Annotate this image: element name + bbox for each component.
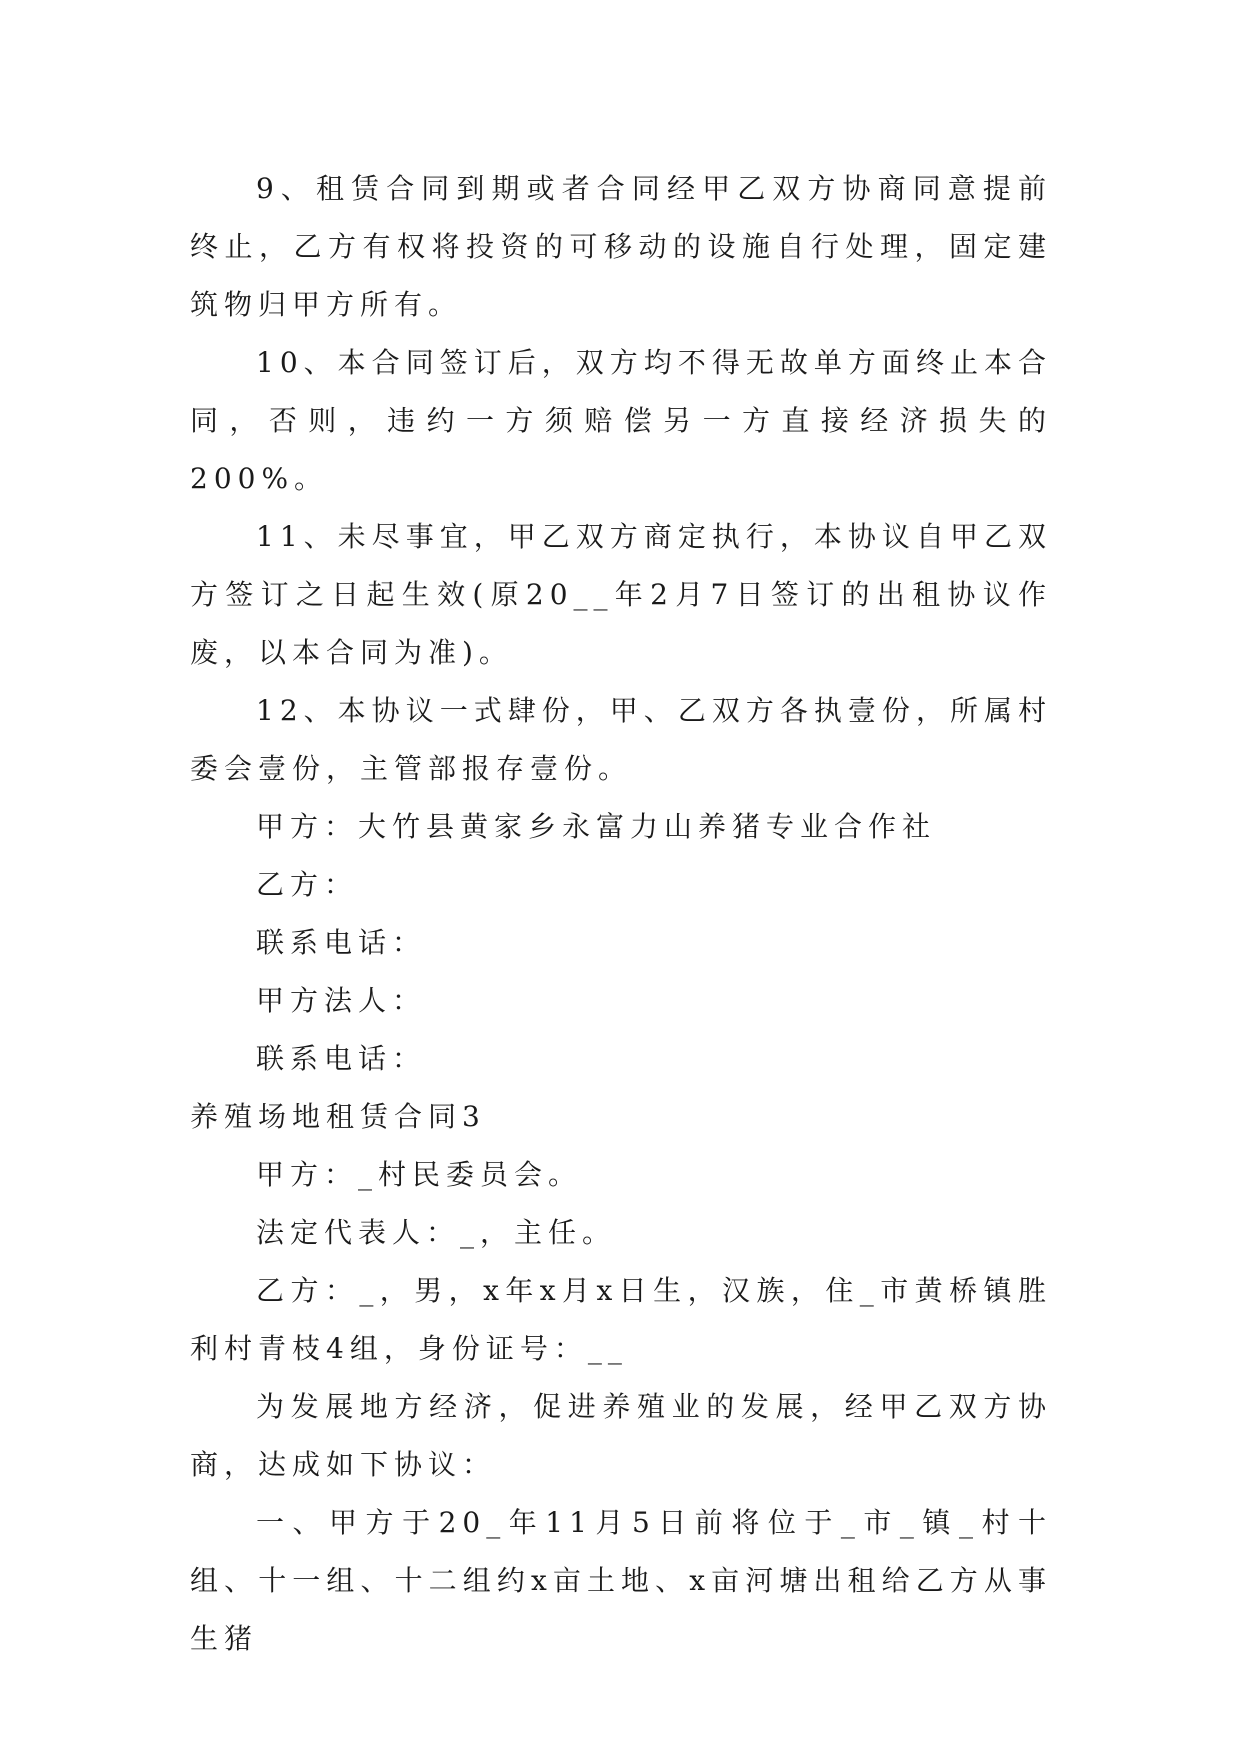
document-body — [190, 160, 1052, 1668]
contact-phone-line: 联系电话： — [256, 926, 427, 959]
party-a-committee-line: 甲方：_村民委员会。 — [256, 1158, 583, 1191]
party-a-line: 甲方：大竹县黄家乡永富力山养猪专业合作社 — [256, 810, 937, 843]
contract-title: 养殖场地租赁合同3 — [190, 1100, 486, 1133]
paragraph-clause-9: 9、租赁合同到期或者合同经甲乙双方协商同意提前终止，乙方有权将投资的可移动的设施自行处理，固定建筑物归甲方所有。 — [190, 172, 1052, 321]
paragraph-clause-11: 11、未尽事宜，甲乙双方商定执行，本协议自甲乙双方签订之日起生效(原20__年2月7日签订的出租协议作废，以本合同为准)。 — [190, 520, 1052, 669]
party-b-details: 乙方：_，男，x年x月x日生，汉族，住_市黄桥镇胜利村青枝4组，身份证号：__ — [190, 1274, 1052, 1365]
paragraph-clause-10: 10、本合同签订后，双方均不得无故单方面终止本合同，否则，违约一方须赔偿另一方直接经济损失的200%。 — [190, 346, 1052, 495]
paragraph-clause-12: 12、本协议一式肆份，甲、乙双方各执壹份，所属村委会壹份，主管部报存壹份。 — [190, 694, 1052, 785]
clause-one-paragraph: 一、甲方于20_年11月5日前将位于_市_镇_村十组、十一组、十二组约x亩土地、x亩河塘出租给乙方从事生猪 — [190, 1506, 1052, 1655]
party-b-line: 乙方： — [256, 868, 359, 901]
legal-representative-line: 法定代表人：_，主任。 — [256, 1216, 617, 1249]
contact-phone-line-2: 联系电话： — [256, 1042, 427, 1075]
party-a-legal-person-line: 甲方法人： — [256, 984, 427, 1017]
preamble-paragraph: 为发展地方经济，促进养殖业的发展，经甲乙双方协商，达成如下协议： — [190, 1390, 1052, 1481]
